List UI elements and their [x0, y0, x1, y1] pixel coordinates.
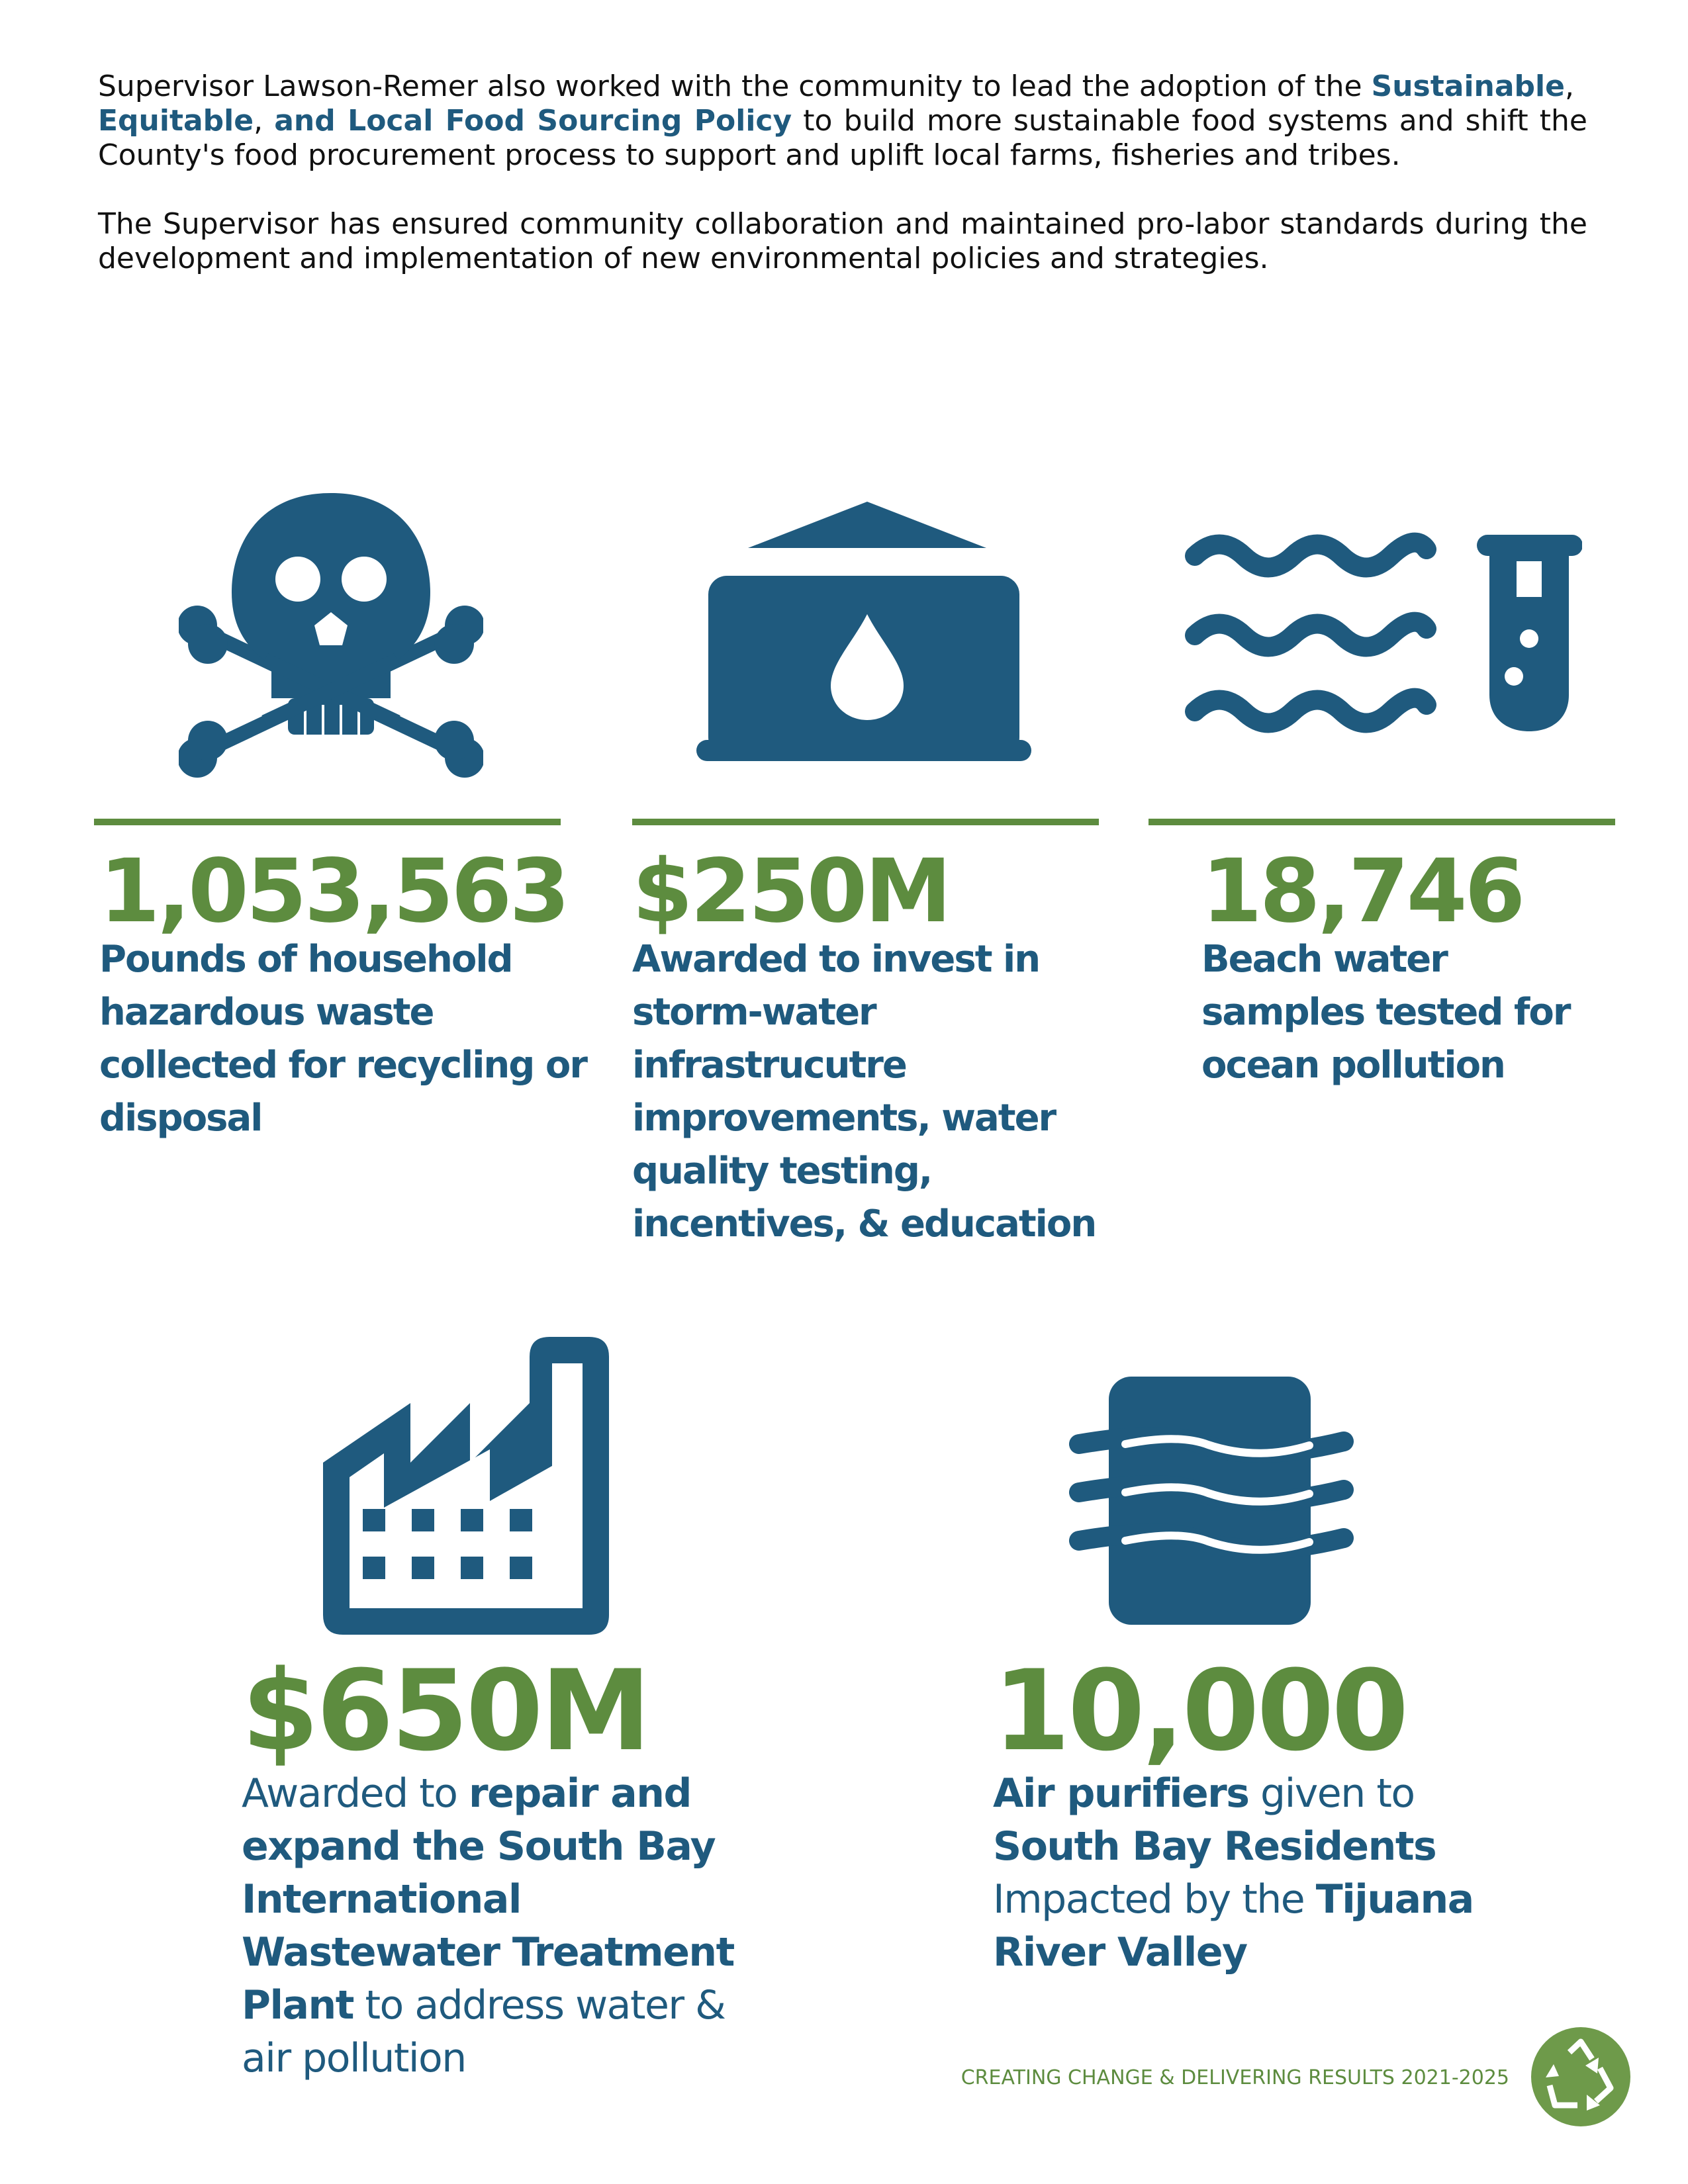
description-emphasis: Air purifiers [993, 1770, 1249, 1817]
water-tank-icon [695, 502, 1039, 766]
description-emphasis: South Bay Residents [993, 1823, 1436, 1870]
waves-test-tube-icon [1182, 529, 1582, 741]
intro-text-segment: to build more sustainable food systems and shift the County's food procurement process to support and uplift local farms, fisheries and tribes. [98, 104, 1588, 172]
stat-value-wastewater-plant: $650M [242, 1646, 649, 1776]
stat-value-storm-water: $250M [632, 841, 949, 942]
stat-value-air-purifiers: 10,000 [993, 1646, 1407, 1776]
air-purifier-icon [1059, 1370, 1357, 1635]
divider-rule [94, 819, 561, 825]
intro-paragraph-2: The Supervisor has ensured community collaboration and maintained pro-labor standards during the development and implementation of new environmental policies and strategies. [98, 207, 1587, 275]
policy-link-equitable[interactable]: Equitable [98, 104, 254, 138]
footer-tagline: CREATING CHANGE & DELIVERING RESULTS 2021-2025 [961, 2066, 1509, 2089]
description-emphasis: repair and expand the South Bay International Wastewater Treatment Plant [242, 1770, 734, 2028]
policy-link-local-food[interactable]: and Local Food Sourcing Policy [274, 104, 792, 138]
description-text: Impacted by the [993, 1876, 1316, 1923]
divider-rule [632, 819, 1099, 825]
stat-value-hazardous-waste: 1,053,563 [99, 841, 568, 942]
recycle-icon [1531, 2027, 1630, 2126]
policy-link-sustainable[interactable]: Sustainable [1371, 69, 1565, 103]
stat-description-beach-samples: Beach water samples tested for ocean pollution [1201, 938, 1570, 1087]
intro-text-segment: , [1564, 69, 1574, 103]
description-emphasis: Tijuana River Valley [993, 1876, 1474, 1976]
intro-paragraph-1 [98, 69, 1587, 173]
stat-description-wastewater-plant [242, 1767, 758, 2085]
stat-value-beach-samples: 18,746 [1201, 841, 1523, 942]
intro-text [98, 69, 1587, 310]
factory-icon [311, 1330, 619, 1641]
description-text: given to [1248, 1770, 1415, 1817]
description-text: to address water & air pollution [242, 1982, 726, 2081]
stat-description-air-purifiers [993, 1767, 1509, 1979]
stat-description-storm-water: Awarded to invest in storm-water infrastrucutre improvements, water quality testing, incentives, & education [632, 938, 1096, 1246]
skull-crossbones-icon [179, 486, 483, 778]
stat-description-hazardous-waste: Pounds of household hazardous waste collected for recycling or disposal [99, 938, 586, 1140]
intro-text-segment: Supervisor Lawson-Remer also worked with the community to lead the adoption of the [98, 69, 1372, 103]
divider-rule [1149, 819, 1615, 825]
intro-text-segment: , [254, 104, 275, 138]
description-text: Awarded to [242, 1770, 469, 1817]
